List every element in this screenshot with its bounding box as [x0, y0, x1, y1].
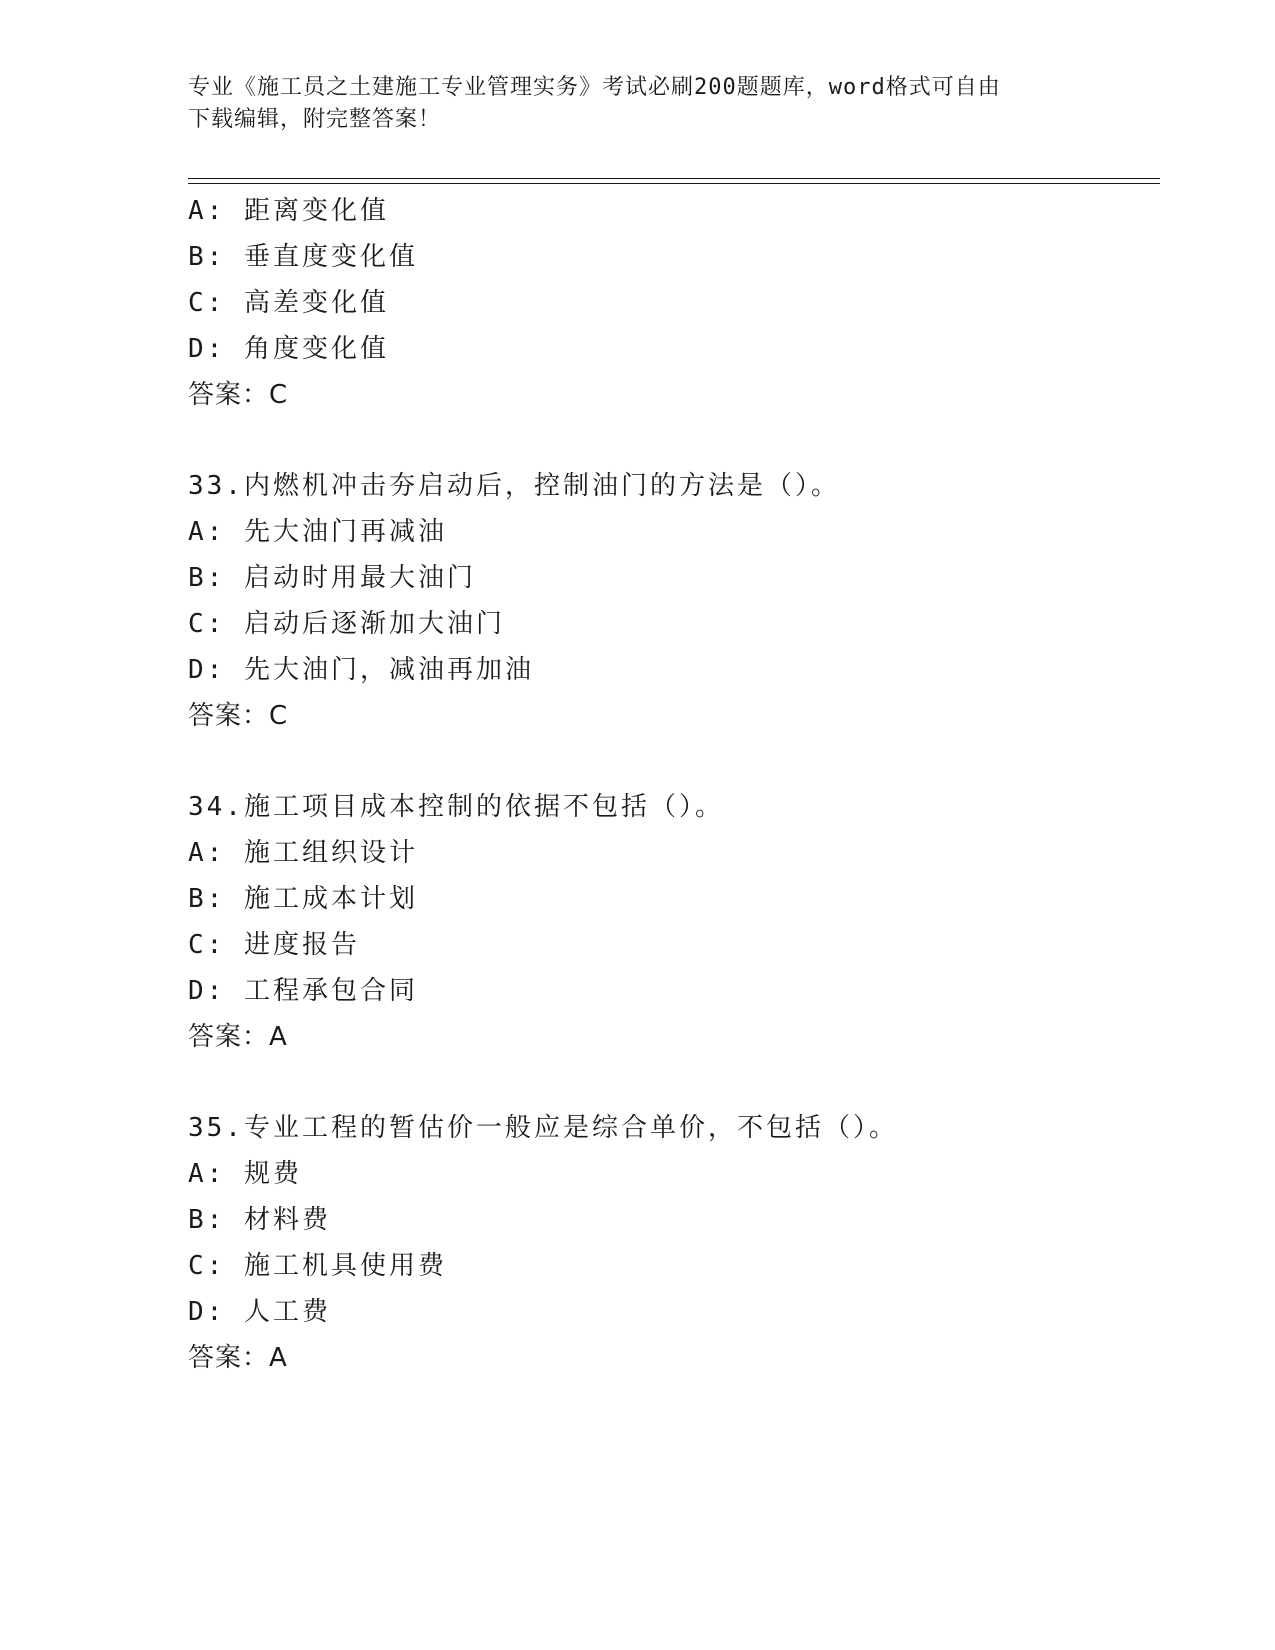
- question-list: [188, 188, 1160, 1381]
- option-d: D: 工程承包合同: [188, 976, 418, 1006]
- answer-line: 答案：A: [188, 1343, 288, 1373]
- option-b: B: 启动时用最大油门: [188, 563, 476, 593]
- option-d: D: 先大油门，减油再加油: [188, 655, 534, 685]
- block-spacer: [188, 418, 1160, 463]
- option-c: C: 高差变化值: [188, 288, 389, 318]
- question-block-35: [188, 1105, 1160, 1381]
- question-text: 35.专业工程的暂估价一般应是综合单价，不包括（）。: [188, 1113, 898, 1143]
- option-c: C: 进度报告: [188, 930, 360, 960]
- option-d: D: 角度变化值: [188, 334, 389, 364]
- header-divider-bottom: [188, 183, 1160, 184]
- block-spacer: [188, 1060, 1160, 1105]
- option-d: D: 人工费: [188, 1297, 331, 1327]
- question-block-32: [188, 188, 1160, 418]
- option-b: B: 材料费: [188, 1205, 331, 1235]
- header-title-line2: 下载编辑，附完整答案！: [188, 107, 442, 132]
- option-b: B: 施工成本计划: [188, 884, 418, 914]
- question-block-33: [188, 463, 1160, 739]
- header-divider-top: [188, 178, 1160, 179]
- block-spacer: [188, 739, 1160, 784]
- question-text: 33.内燃机冲击夯启动后，控制油门的方法是（）。: [188, 471, 840, 501]
- answer-line: 答案：C: [188, 701, 289, 731]
- header-title-line1: 专业《施工员之土建施工专业管理实务》考试必刷200题题库，word格式可自由: [188, 75, 1001, 100]
- option-a: A: 规费: [188, 1159, 302, 1189]
- option-c: C: 启动后逐渐加大油门: [188, 609, 505, 639]
- answer-line: 答案：A: [188, 1022, 288, 1052]
- question-text: 34.施工项目成本控制的依据不包括（）。: [188, 792, 724, 822]
- option-a: A: 施工组织设计: [188, 838, 418, 868]
- answer-line: 答案：C: [188, 380, 289, 410]
- option-b: B: 垂直度变化值: [188, 242, 418, 272]
- document-header: [188, 72, 1068, 136]
- question-block-34: [188, 784, 1160, 1060]
- option-a: A: 距离变化值: [188, 196, 389, 226]
- option-a: A: 先大油门再减油: [188, 517, 447, 547]
- option-c: C: 施工机具使用费: [188, 1251, 447, 1281]
